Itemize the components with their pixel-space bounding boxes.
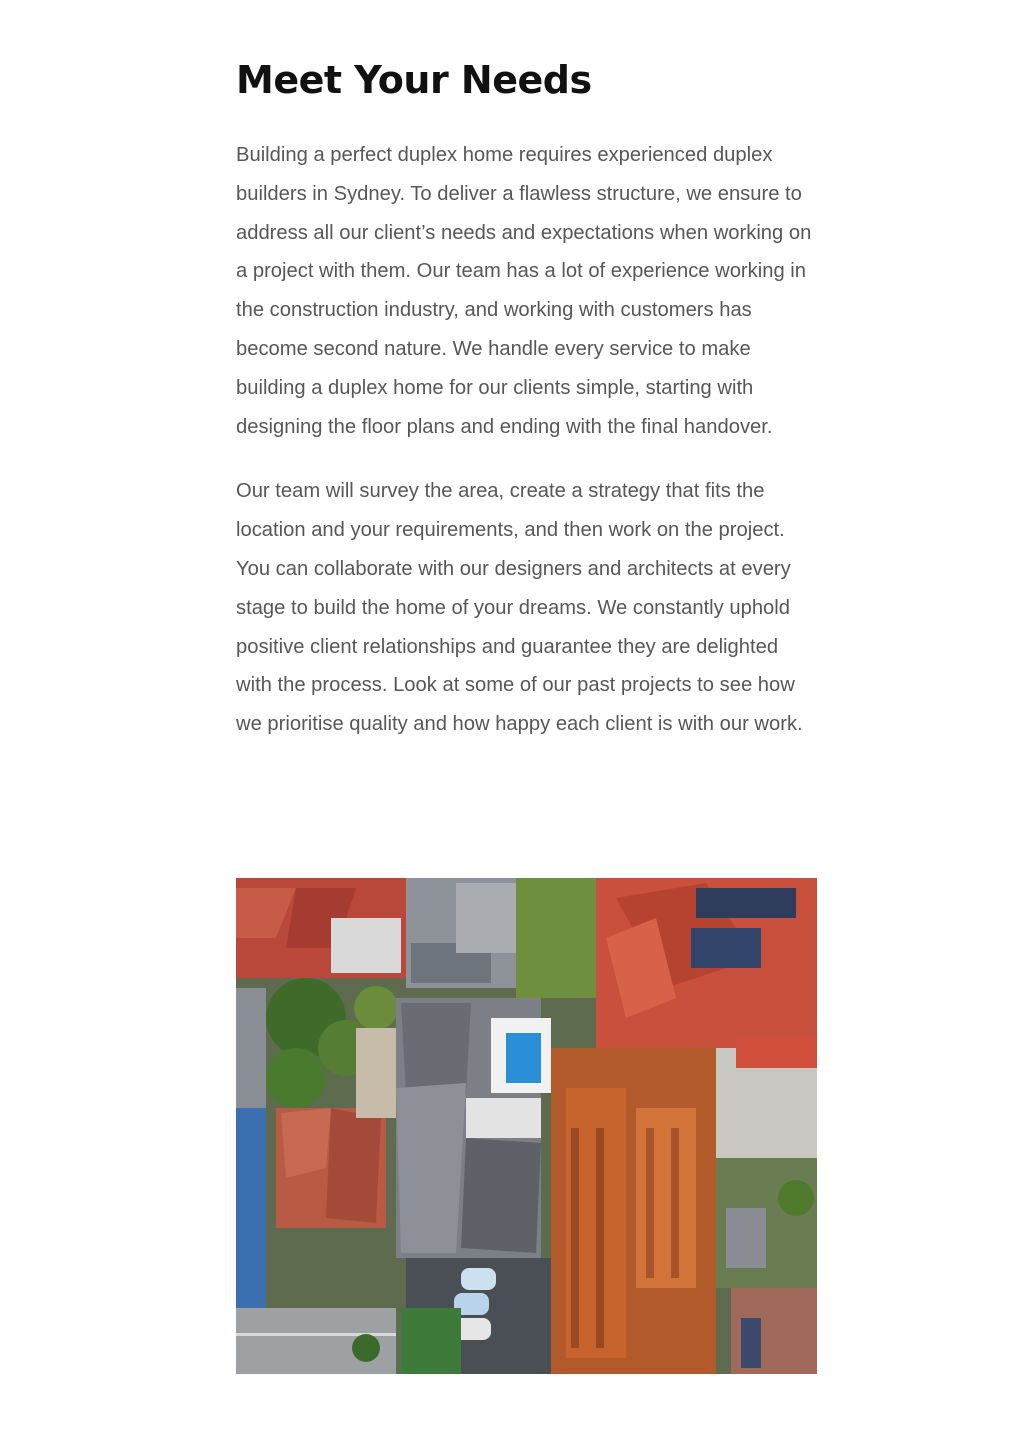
aerial-photo (236, 878, 817, 1374)
paragraph-2: Our team will survey the area, create a strategy that fits the location and your requirements, and then work on the project. You can collaborate with our designers and architects at every stage to build the home of your dreams. We constantly uphold positive client relationships and guarantee they are delighted with the process. Look at some of our past projects to see how we prioritise quality and how happy each client is with our work. (236, 480, 803, 736)
content-section (236, 52, 818, 744)
paragraph-1: Building a perfect duplex home requires experienced duplex builders in Sydney. To deliver a flawless structure, we ensure to address all our client’s needs and expectations when working on a project with them. Our team has a lot of experience working in the construction industry, and working with customers has become second nature. We handle every service to make building a duplex home for our clients simple, starting with designing the floor plans and ending with the final handover. (236, 144, 812, 438)
aerial-photo-illustration (236, 878, 817, 1374)
section-title: Meet Your Needs (236, 58, 592, 102)
